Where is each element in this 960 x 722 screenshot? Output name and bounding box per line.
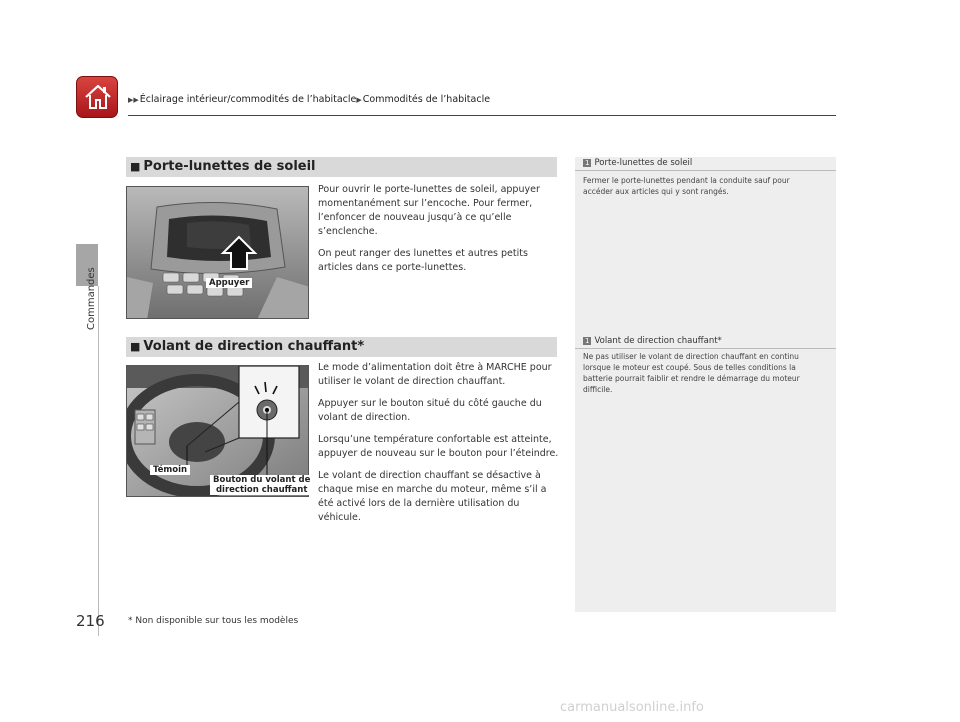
- breadcrumb-arrow-icon: ▶: [356, 96, 362, 104]
- paragraph: Pour ouvrir le porte-lunettes de soleil, appuyer momentanément sur l’encoche. Pour fermer, l’enfoncer de nouveau jusqu’à ce qu’elle s’enclenche.: [318, 184, 540, 237]
- square-bullet-icon: ■: [130, 340, 141, 353]
- square-bullet-icon: ■: [130, 160, 141, 173]
- section-heading-sunglasses: [126, 157, 557, 177]
- sunglasses-holder-illustration: [127, 187, 309, 319]
- note-title-sunglasses: [583, 158, 692, 168]
- wheel-button-label-line1: Bouton du volant de: [213, 475, 311, 485]
- breadcrumb-link-lighting[interactable]: Éclairage intérieur/commodités de l’habitacle: [139, 94, 357, 105]
- note-body-sunglasses: Fermer le porte-lunettes pendant la conduite sauf pour accéder aux articles qui y sont rangés.: [583, 176, 790, 196]
- note-divider: [575, 348, 836, 349]
- indicator-label: Témoin: [150, 465, 190, 475]
- note-title-text: Porte-lunettes de soleil: [594, 158, 693, 168]
- home-icon: [83, 82, 113, 112]
- press-label: Appuyer: [206, 278, 252, 288]
- section-heading-text: Volant de direction chauffant: [143, 339, 358, 354]
- breadcrumb-arrow-icon: ▶▶: [128, 96, 139, 104]
- paragraph: Le mode d’alimentation doit être à MARCHE pour utiliser le volant de direction chauffant.: [318, 362, 552, 387]
- heated-wheel-body: [318, 361, 560, 533]
- footnote: * Non disponible sur tous les modèles: [128, 616, 299, 626]
- availability-asterisk: *: [357, 339, 365, 354]
- page-number: 216: [76, 612, 105, 630]
- section-heading-text: Porte-lunettes de soleil: [143, 159, 316, 174]
- home-button[interactable]: [76, 76, 118, 118]
- sunglasses-body: [318, 183, 560, 283]
- note-number-badge: 1: [585, 337, 590, 345]
- breadcrumb: [128, 94, 490, 105]
- note-body-heated-wheel: Ne pas utiliser le volant de direction chauffant en continu lorsque le moteur est coupé. Sous de telles conditions la batterie pourrait faiblir et rendre le démarrage du moteur difficile.: [583, 352, 800, 394]
- paragraph: On peut ranger des lunettes et autres petits articles dans ce porte-lunettes.: [318, 248, 528, 273]
- availability-asterisk: *: [717, 336, 722, 346]
- breadcrumb-link-amenities[interactable]: Commodités de l’habitacle: [362, 94, 491, 105]
- chapter-divider: [98, 286, 99, 636]
- chapter-label: Commandes: [86, 267, 97, 330]
- note-title-heated-wheel: [583, 336, 722, 346]
- sunglasses-holder-image: [126, 186, 309, 319]
- section-heading-heated-wheel: [126, 337, 557, 357]
- paragraph: Le volant de direction chauffant se désactive à chaque mise en marche du moteur, même s’il a été activé lors de la dernière utilisation du véhicule.: [318, 470, 547, 523]
- paragraph: Lorsqu’une température confortable est atteinte, appuyer de nouveau sur le bouton pour l’éteindre.: [318, 434, 559, 459]
- wheel-button-label: [210, 475, 313, 495]
- note-title-text: Volant de direction chauffant: [594, 336, 718, 346]
- watermark: carmanualsonline.info: [560, 700, 704, 715]
- paragraph: Appuyer sur le bouton situé du côté gauche du volant de direction.: [318, 398, 542, 423]
- note-divider: [575, 170, 836, 171]
- wheel-button-label-line2: direction chauffant: [215, 485, 308, 495]
- header-divider: [128, 115, 836, 116]
- note-number-badge: 1: [585, 159, 590, 167]
